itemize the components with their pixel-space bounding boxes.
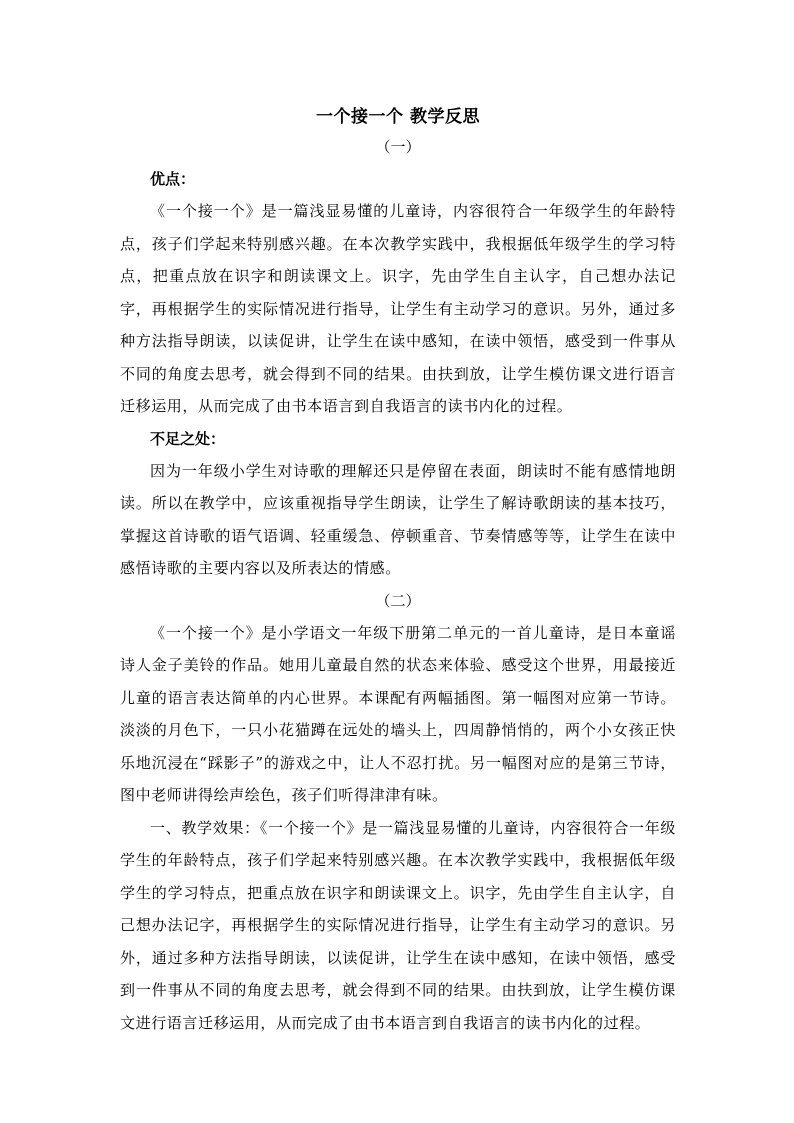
weakness-paragraph: 因为一年级小学生对诗歌的理解还只是停留在表面，朗读时不能有感情地朗读。所以在教学中，应该重视指导学生朗读，让学生了解诗歌朗读的基本技巧，掌握这首诗歌的语气语调、轻重缓急、停顿重音、节奏情感等等，让学生在读中感悟诗歌的主要内容以及所表达的情感。 (120, 461, 676, 577)
document-page (120, 103, 676, 1039)
weakness-heading: 不足之处： (150, 429, 226, 448)
strengths-paragraph: 《一个接一个》是一篇浅显易懂的儿童诗，内容很符合一年级学生的年龄特点，孩子们学起来特别感兴趣。在本次教学实践中，我根据低年级学生的学习特点，把重点放在识字和朗读课文上。识字，先由学生自主认字，自己想办法记字，再根据学生的实际情况进行指导，让学生有主动学习的意识。另外，通过多种方法指导朗读，以读促讲，让学生在读中感知，在读中领悟，感受到一件事从不同的角度去思考，就会得到不同的结果。由扶到放，让学生模仿课文进行语言迁移运用，从而完成了由书本语言到自我语言的读书内化的过程。 (120, 202, 676, 415)
document-title: 一个接一个 教学反思 (316, 107, 480, 127)
section-two-number: （二） (375, 591, 421, 610)
intro-paragraph: 《一个接一个》是小学语文一年级下册第二单元的一首儿童诗，是日本童谣诗人金子美铃的作品。她用儿童最自然的状态来体验、感受这个世界，用最接近儿童的语言表达简单的内心世界。本课配有两幅插图。第一幅图对应第一节诗。淡淡的月色下，一只小花猫蹲在远处的墙头上，四周静悄悄的，两个小女孩正快乐地沉浸在“踩影子”的游戏之中，让人不忍打扰。另一幅图对应的是第三节诗，图中老师讲得绘声绘色，孩子们听得津津有味。 (120, 623, 676, 804)
teaching-effect-paragraph: 一、教学效果：《一个接一个》是一篇浅显易懂的儿童诗，内容很符合一年级学生的年龄特点，孩子们学起来特别感兴趣。在本次教学实践中，我根据低年级学生的学习特点，把重点放在识字和朗读课文上。识字，先由学生自主认字，自己想办法记字，再根据学生的实际情况进行指导，让学生有主动学习的意识。另外，通过多种方法指导朗读，以读促讲，让学生在读中感知，在读中领悟，感受到一件事从不同的角度去思考，就会得到不同的结果。由扶到放，让学生模仿课文进行语言迁移运用，从而完成了由书本语言到自我语言的读书内化的过程。 (120, 818, 676, 1032)
section-one-number: （一） (375, 138, 421, 156)
strengths-heading: 优点： (150, 170, 196, 188)
